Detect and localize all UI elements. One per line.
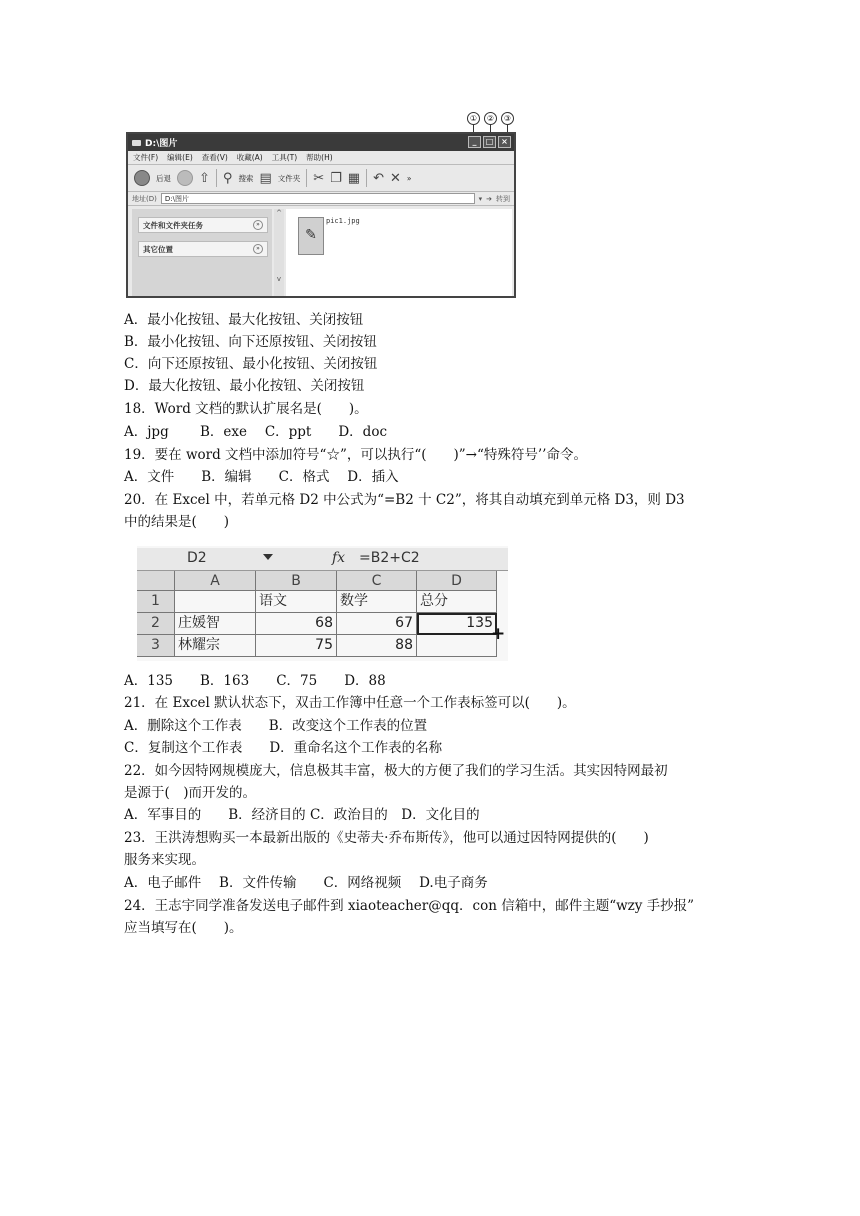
option-line: A．文件 B．编辑 C．格式 D．插入	[124, 469, 399, 485]
file-list	[286, 209, 512, 296]
excel-screenshot	[137, 546, 508, 661]
option-line: A．jpg B．exe C．ppt D．doc	[124, 424, 388, 440]
address-label: 地址(D)	[132, 194, 157, 203]
cell-d2-selected[interactable]: 135	[417, 613, 497, 635]
task-file-folder[interactable]	[138, 217, 268, 233]
formula-input[interactable]: =B2+C2	[359, 550, 420, 566]
menu-file[interactable]: 文件(F)	[133, 153, 159, 162]
chevron-icon[interactable]: »	[253, 220, 263, 230]
question-20-cont: 中的结果是( )	[124, 514, 230, 530]
undo-icon[interactable]: ↶	[373, 170, 384, 186]
row-header-3[interactable]: 3	[137, 635, 175, 657]
back-arrow-icon[interactable]	[134, 170, 150, 186]
callout-2: ②	[484, 112, 497, 125]
cell-b3[interactable]: 75	[256, 635, 337, 657]
toolbar-more[interactable]: »	[406, 173, 412, 183]
image-file-icon[interactable]: ✎	[298, 217, 324, 255]
menu-help[interactable]: 帮助(H)	[306, 153, 333, 162]
row-header-2[interactable]: 2	[137, 613, 175, 635]
minimize-button[interactable]: _	[468, 136, 481, 148]
question-24: 24．王志宇同学准备发送电子邮件到 xiaoteacher@qq．con 信箱中，邮件主题“wzy 手抄报”	[124, 898, 695, 914]
search-button-label[interactable]: 搜索	[238, 173, 254, 183]
cell-b1[interactable]: 语文	[256, 591, 337, 613]
callout-1: ①	[467, 112, 480, 125]
formula-bar	[137, 548, 508, 571]
cell-d1[interactable]: 总分	[417, 591, 497, 613]
cell-b2[interactable]: 68	[256, 613, 337, 635]
question-20: 20．在 Excel 中，若单元格 D2 中公式为“=B2 十 C2”，将其自动填充到单元格 D3，则 D3	[124, 492, 685, 508]
window-title: D:\图片	[145, 139, 178, 149]
toolbar	[128, 165, 514, 192]
toolbar-divider	[366, 169, 367, 187]
address-field[interactable]: D:\图片	[161, 193, 475, 204]
folders-button-label[interactable]: 文件夹	[277, 173, 301, 183]
option-line: A．最小化按钮、最大化按钮、关闭按钮	[124, 312, 364, 328]
option-line: B．最小化按钮、向下还原按钮、关闭按钮	[124, 334, 377, 350]
cell-c1[interactable]: 数学	[337, 591, 417, 613]
option-line: C．复制这个工作表 D．重命名这个工作表的名称	[124, 740, 443, 756]
col-header-b[interactable]: B	[256, 571, 337, 591]
forward-arrow-icon[interactable]	[177, 170, 193, 186]
address-bar	[128, 192, 514, 206]
menu-bar	[128, 151, 514, 165]
row-header-1[interactable]: 1	[137, 591, 175, 613]
menu-favorites[interactable]: 收藏(A)	[236, 153, 263, 162]
question-22-cont: 是源于( )而开发的。	[124, 785, 257, 801]
option-line: D．最大化按钮、最小化按钮、关闭按钮	[124, 378, 365, 394]
option-line: A．电子邮件 B．文件传输 C．网络视频 D.电子商务	[124, 875, 488, 891]
question-22: 22．如今因特网规模庞大，信息极其丰富，极大的方便了我们的学习生活。其实因特网最初	[124, 763, 668, 779]
option-line: A．删除这个工作表 B．改变这个工作表的位置	[124, 718, 428, 734]
option-line: C．向下还原按钮、最小化按钮、关闭按钮	[124, 356, 378, 372]
col-header-a[interactable]: A	[175, 571, 256, 591]
menu-edit[interactable]: 编辑(E)	[167, 153, 193, 162]
option-line: A．135 B．163 C．75 D．88	[124, 673, 386, 689]
back-button-label[interactable]: 后退	[156, 173, 171, 183]
delete-icon[interactable]: ✕	[390, 170, 401, 186]
question-21: 21．在 Excel 默认状态下，双击工作簿中任意一个工作表标签可以( )。	[124, 695, 576, 711]
col-header-c[interactable]: C	[337, 571, 417, 591]
question-24-cont: 应当填写在( )。	[124, 920, 243, 936]
title-bar	[128, 134, 514, 151]
question-23: 23．王洪涛想购买一本最新出版的《史蒂夫·乔布斯传》，他可以通过因特网提供的( )	[124, 830, 649, 846]
fill-handle-cursor-icon: +	[491, 624, 506, 644]
question-19: 19．要在 word 文档中添加符号“☆”，可以执行“( )”→“特殊符号’’命令。	[124, 447, 587, 463]
cell-a3[interactable]: 林耀宗	[175, 635, 256, 657]
question-23-cont: 服务来实现。	[124, 852, 205, 868]
cell-c2[interactable]: 67	[337, 613, 417, 635]
search-icon[interactable]: ⚲	[222, 170, 233, 186]
cell-d3[interactable]	[417, 635, 497, 657]
option-line: A．军事目的 B．经济目的 C．政治目的 D．文化目的	[124, 807, 480, 823]
address-dropdown-icon[interactable]: ▾	[478, 194, 483, 203]
fx-icon[interactable]: fx	[332, 550, 346, 566]
question-18: 18．Word 文档的默认扩展名是( )。	[124, 401, 368, 417]
scroll-up-icon[interactable]: ^	[276, 209, 282, 217]
cell-a2[interactable]: 庄媛智	[175, 613, 256, 635]
folder-icon	[132, 140, 141, 146]
restore-button[interactable]: □	[483, 136, 496, 148]
close-button[interactable]: ×	[498, 136, 511, 148]
cell-a1[interactable]	[175, 591, 256, 613]
task-label: 文件和文件夹任务	[143, 220, 203, 230]
corner-cell[interactable]	[137, 571, 175, 591]
cell-c3[interactable]: 88	[337, 635, 417, 657]
task-label: 其它位置	[143, 244, 173, 254]
task-pane	[132, 209, 272, 296]
task-other-places[interactable]	[138, 241, 268, 257]
go-button[interactable]: 转到	[496, 194, 510, 203]
folders-icon[interactable]: ▤	[259, 170, 272, 186]
toolbar-divider	[216, 169, 217, 187]
name-box-dropdown-icon[interactable]	[263, 554, 273, 560]
copy-icon[interactable]: ❐	[330, 170, 342, 186]
explorer-window	[126, 132, 516, 298]
toolbar-divider	[306, 169, 307, 187]
scrollbar[interactable]	[274, 209, 284, 296]
go-arrow-icon[interactable]: ➔	[486, 194, 492, 203]
col-header-d[interactable]: D	[417, 571, 497, 591]
cut-icon[interactable]: ✂	[313, 170, 325, 186]
callout-3: ③	[501, 112, 514, 125]
scroll-down-icon[interactable]: v	[276, 275, 282, 283]
paste-icon[interactable]: ▦	[347, 170, 361, 186]
menu-view[interactable]: 查看(V)	[201, 153, 228, 162]
chevron-icon[interactable]: »	[253, 244, 263, 254]
name-box[interactable]: D2	[187, 550, 207, 566]
menu-tools[interactable]: 工具(T)	[271, 153, 298, 162]
file-name[interactable]: pic1.jpg	[326, 217, 360, 225]
up-folder-icon[interactable]: ⇧	[199, 170, 210, 186]
explorer-screenshot	[126, 112, 520, 300]
